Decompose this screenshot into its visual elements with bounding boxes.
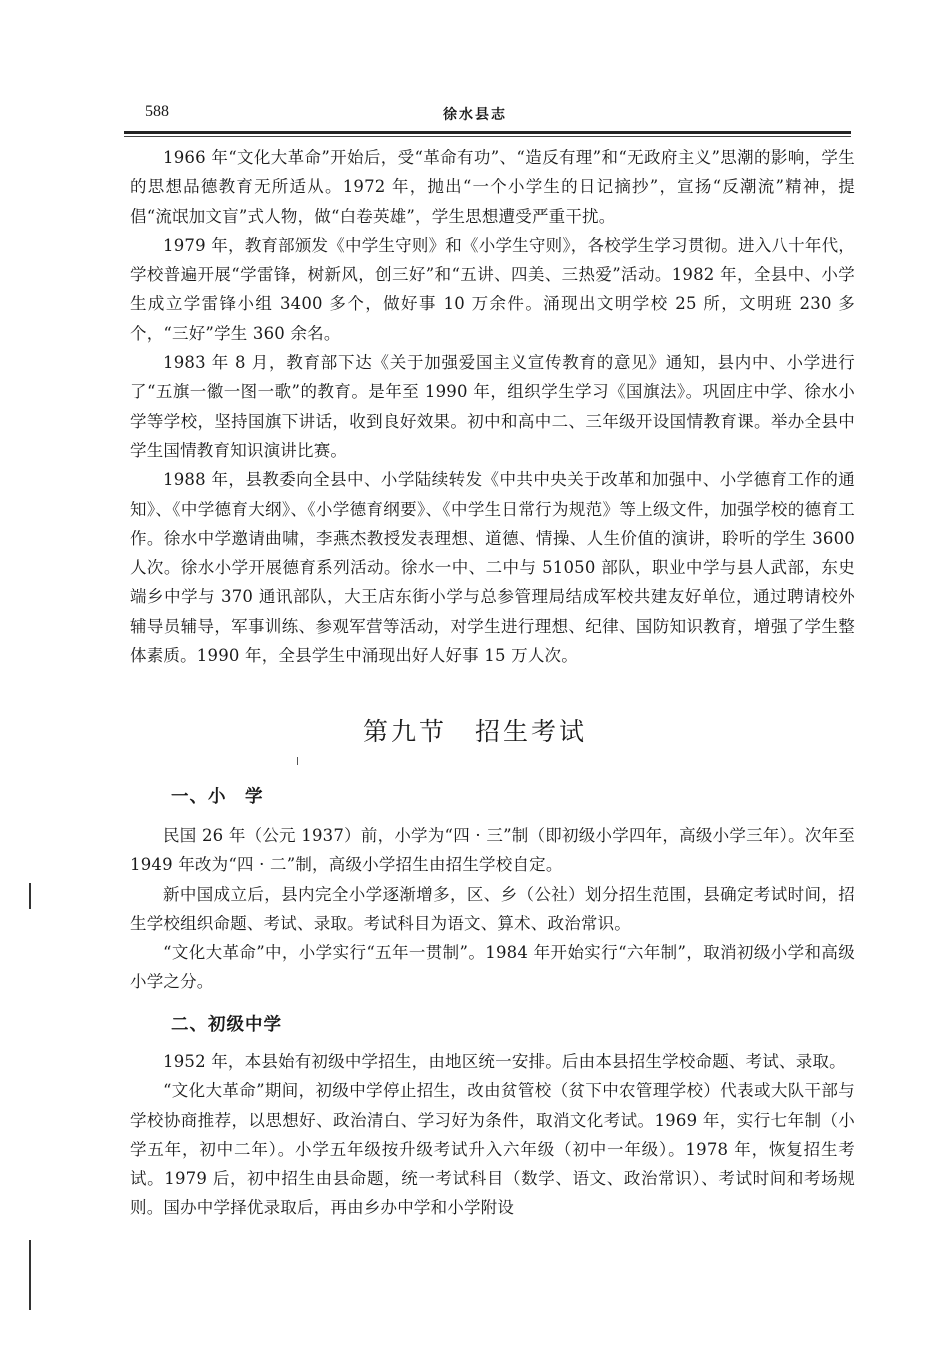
binding-mark-lower (29, 1240, 31, 1310)
subheading-junior-middle-school: 二、初级中学 (171, 1015, 282, 1035)
paragraph: 1952 年，本县始有初级中学招生，由地区统一安排。后由本县招生学校命题、考试、录取。 (163, 1052, 846, 1071)
subheading-primary-school: 一、小 学 (171, 787, 264, 807)
section-title: 第九节 招生考试 (362, 717, 587, 746)
running-title: 徐水县志 (443, 107, 507, 123)
header-rule-thick (124, 131, 851, 134)
paragraph: 民国 26 年（公元 1937）前，小学为“四 · 三”制（即初级小学四年，高级小学三年）。次年至 1949 年改为“四 · 二”制，高级小学招生由招生学校自定。 (130, 826, 855, 875)
paragraph: 1983 年 8 月，教育部下达《关于加强爱国主义宣传教育的意见》通知，县内中、小学进行了“五旗一徽一图一歌”的教育。是年至 1990 年，组织学生学习《国旗法》。巩固庄中学、徐水小学等学校，坚持国旗下讲话，收到良好效果。初中和高中二、三年级开设国情教育课。举办全县中学生国情教育知识演讲比赛。 (130, 353, 855, 460)
intro-text (130, 143, 855, 670)
scan-speck (297, 757, 298, 765)
paragraph: 1979 年，教育部颁发《中学生守则》和《小学生守则》，各校学生学习贯彻。进入八十年代，学校普遍开展“学雷锋，树新风，创三好”和“五讲、四美、三热爱”活动。1982 年，全县中、小学生成立学雷锋小组 3400 多个，做好事 10 万余件。涌现出文明学校 25 所，文明班 230 多个，“三好”学生 360 余名。 (130, 235, 855, 343)
header-rule-thin (124, 136, 851, 137)
junior-middle-school-text (130, 1047, 855, 1223)
page-number: 588 (145, 103, 169, 120)
primary-school-text (130, 821, 855, 997)
binding-mark-upper (29, 883, 31, 909)
paragraph: 1988 年，县教委向全县中、小学陆续转发《中共中央关于改革和加强中、小学德育工作的通知》、《中学德育大纲》、《小学德育纲要》、《中学生日常行为规范》等上级文件，加强学校的德育工作。徐水中学邀请曲啸，李燕杰教授发表理想、道德、情操、人生价值的演讲，聆听的学生 3600 人次。徐水小学开展德育系列活动。徐水一中、二中与 51050 部队，职业中学与县人武部，东史端乡中学与 370 通讯部队，大王店东街小学与总参管理局结成军校共建友好单位，通过聘请校外辅导员辅导，军事训练、参观军营等活动，对学生进行理想、纪律、国防知识教育，增强了学生整体素质。1990 年，全县学生中涌现出好人好事 15 万人次。 (130, 470, 855, 666)
paragraph: “文化大革命”期间，初级中学停止招生，改由贫管校（贫下中农管理学校）代表或大队干部与学校协商推荐，以思想好、政治清白、学习好为条件，取消文化考试。1969 年，实行七年制（小学五年，初中二年）。小学五年级按升级考试升入六年级（初中一年级）。1978 年，恢复招生考试。1979 后，初中招生由县命题，统一考试科目（数学、语文、政治常识）、考试时间和考场规则。国办中学择优录取后，再由乡办中学和小学附设 (130, 1081, 855, 1218)
paragraph: 新中国成立后，县内完全小学逐渐增多，区、乡（公社）划分招生范围，县确定考试时间，招生学校组织命题、考试、录取。考试科目为语文、算术、政治常识。 (130, 884, 855, 933)
paragraph: 1966 年“文化大革命”开始后，受“革命有功”、“造反有理”和“无政府主义”思潮的影响，学生的思想品德教育无所适从。1972 年，抛出“一个小学生的日记摘抄”，宣扬“反潮流”精神，提倡“流氓加文盲”式人物，做“白卷英雄”，学生思想遭受严重干扰。 (130, 148, 855, 226)
paragraph: “文化大革命”中，小学实行“五年一贯制”。1984 年开始实行“六年制”，取消初级小学和高级小学之分。 (130, 943, 855, 992)
